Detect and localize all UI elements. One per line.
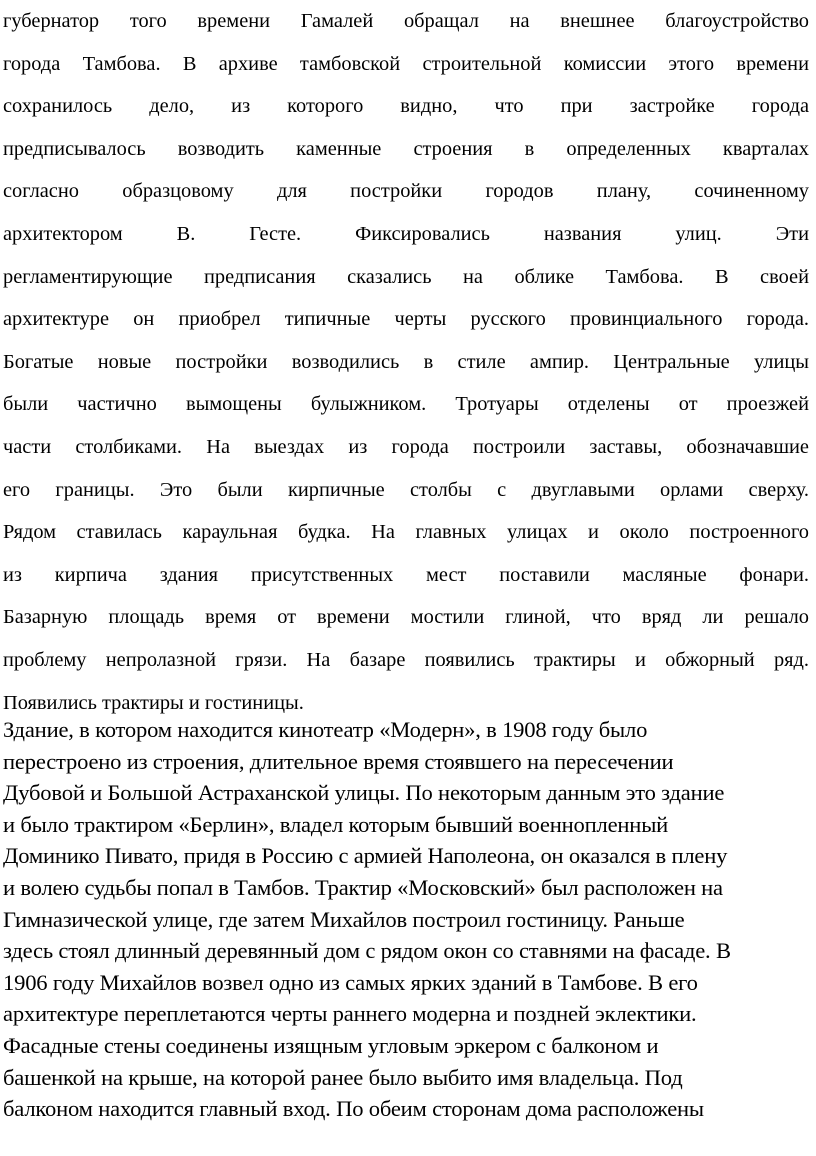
text-line: башенкой на крыше, на которой ранее было выбито имя владельца. Под xyxy=(3,1064,683,1090)
text-line: архитектуре переплетаются черты раннего модерна и поздней эклектики. xyxy=(3,1001,697,1027)
text-line: сохранилось дело, из которого видно, что при застройке города xyxy=(3,95,809,118)
text-line: Дубовой и Большой Астраханской улицы. По некоторым данным это здание xyxy=(3,780,725,806)
text-line: архитектуре он приобрел типичные черты русского провинциального города. xyxy=(3,308,809,331)
text-line: здесь стоял длинный деревянный дом с рядом окон со ставнями на фасаде. В xyxy=(3,938,731,964)
text-line: его границы. Это были кирпичные столбы с двуглавыми орлами сверху. xyxy=(3,478,809,501)
text-line: Гимназической улице, где затем Михайлов построил гостиницу. Раньше xyxy=(3,906,685,932)
text-line: Фасадные стены соединены изящным угловым эркером с балконом и xyxy=(3,1032,659,1058)
text-line: Доминико Пивато, придя в Россию с армией Наполеона, он оказался в плену xyxy=(3,843,728,869)
text-line: балконом находится главный вход. По обеим сторонам дома расположены xyxy=(3,1096,704,1122)
text-line: архитектором В. Гесте. Фиксировались названия улиц. Эти xyxy=(3,222,809,245)
text-line: Богатые новые постройки возводились в стиле ампир. Центральные улицы xyxy=(3,350,809,373)
text-line: части столбиками. На выездах из города построили заставы, обозначавшие xyxy=(3,435,809,458)
text-line: губернатор того времени Гамалей обращал на внешнее благоустройство xyxy=(3,10,809,32)
text-line: предписывалось возводить каменные строения в определенных кварталах xyxy=(3,137,809,160)
text-line: были частично вымощены булыжником. Тротуары отделены от проезжей xyxy=(3,393,809,416)
text-line: согласно образцовому для постройки городов плану, сочиненному xyxy=(3,180,809,203)
text-line: и было трактиром «Берлин», владел которым бывший военнопленный xyxy=(3,811,669,837)
text-line: из кирпича здания присутственных мест поставили масляные фонари. xyxy=(3,563,809,586)
text-line: Базарную площадь время от времени мостили глиной, что вряд ли решало xyxy=(3,606,809,629)
paragraph-modern-cinema xyxy=(3,714,809,1125)
text-line: Здание, в котором находится кинотеатр «Модерн», в 1908 году было xyxy=(3,717,648,742)
text-line: и волею судьбы попал в Тамбов. Трактир «Московский» был расположен на xyxy=(3,874,723,900)
text-line: проблему непролазной грязи. На базаре появились трактиры и обжорный ряд. xyxy=(3,648,809,671)
text-line: города Тамбова. В архиве тамбовской строительной комиссии этого времени xyxy=(3,52,809,75)
text-line: Рядом ставилась караульная будка. На главных улицах и около построенного xyxy=(3,521,809,544)
text-line: регламентирующие предписания сказались на облике Тамбова. В своей xyxy=(3,265,809,288)
paragraph-tambov-history xyxy=(3,0,809,724)
text-line: 1906 году Михайлов возвел одно из самых ярких зданий в Тамбове. В его xyxy=(3,969,698,995)
text-line: перестроено из строения, длительное время стоявшего на пересечении xyxy=(3,748,674,774)
text-line: Появились трактиры и гостиницы. xyxy=(3,691,304,714)
